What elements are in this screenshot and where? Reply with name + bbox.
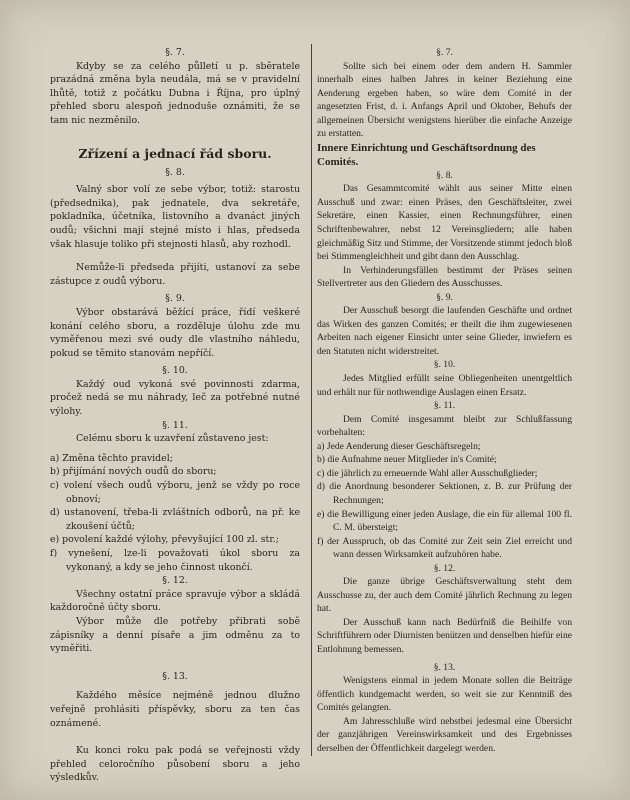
list-item: a) Změna těchto pravidel; [50, 452, 173, 464]
section-10-text-cz: Každý oud vykoná své povinnosti zdarma, pročež nedá se mu náhrady, leč za potřebné nutné výlohy. [50, 378, 300, 418]
section-11-list-de [317, 440, 572, 562]
section-12-title-de: §. 12. [433, 562, 456, 574]
section-10-title-de: §. 10. [433, 359, 456, 371]
section-8-text1-de: Das Gesammtcomité wählt aus seiner Mitte einen Ausschuß und zwar: einen Präses, den Geschäftsleiter, zwei Sekretäre, einen Kassier, einen Rechnungsführer, einen Schriftenbewahrer, nebst 12 Vereinsgliedern; alle haben gleichmäßig Sitz und Stimme, der Vorsitzende stimmt jedoch bloß bei Stimmengleichheit und gibt dann den Ausschlag. [317, 183, 572, 263]
section-8-title-de: §. 8. [436, 169, 453, 181]
section-12-text1-de: Die ganze übrige Geschäftsverwaltung steht dem Ausschusse zu, der auch dem Comité jährlich Rechnung zu legen hat. [317, 576, 572, 615]
section-10-text-de: Jedes Mitglied erfüllt seine Obliegenheiten unentgeltlich und erhält nur für nothwendige Auslagen einen Ersatz. [317, 373, 572, 398]
section-13-title-cz: §. 13. [162, 670, 188, 682]
list-item: e) die Bewilligung einer jeden Auslage, die ein für allemal 100 fl. C. M. übersteigt; [317, 508, 572, 534]
section-10-title-cz: §. 10. [162, 365, 188, 377]
section-12-text1-cz: Všechny ostatní práce spravuje výbor a skládá každoročně účty sboru. [50, 588, 300, 614]
section-9-title-cz: §. 9. [165, 293, 185, 305]
section-13-text2-cz: Ku konci roku pak podá se veřejnosti vždy přehled celoročního působení sboru a jeho výsledkův. [50, 745, 300, 784]
section-8-title-cz: §. 8. [165, 166, 185, 178]
list-item: a) Jede Aenderung dieser Geschäftsregeln; [317, 440, 481, 452]
section-13-text1-cz: Každého měsíce nejméně jednou dlužno veřejně prohlásiti příspěvky, sboru za ten čas oznámené. [50, 690, 300, 729]
list-item: c) die jährlich zu erneuernde Wahl aller Ausschußglieder; [317, 467, 538, 479]
section-11-text-cz: Celému sboru k uzavření zůstaveno jest: [76, 433, 269, 445]
list-item: b) přijímání nových oudů do sboru; [50, 466, 217, 478]
list-item: d) ustanovení, třeba-li zvláštních odborů, na př. ke zkoušení účtů; [50, 507, 300, 532]
section-13-text1-de: Wenigstens einmal in jedem Monate sollen die Beiträge öffentlich kundgemacht werden, so weit sie zur Kenntniß des Comités gelangten. [317, 675, 572, 714]
section-8-text2-cz: Nemůže-li předseda přijíti, ustanoví za sebe zástupce z oudů výboru. [50, 262, 300, 287]
section-7-title-de: §. 7. [436, 47, 453, 58]
section-7-title-cz: §. 7. [165, 47, 185, 58]
czech-column [50, 46, 300, 785]
section-7-text-de: Sollte sich bei einem oder dem andern H. Sammler innerhalb eines halben Jahres in keiner Beziehung eine Aenderung ergeben haben, so wäre dem Comité in der angesetzten Frist, d. i. Anfangs April und Oktober, Behufs der allgemeinen Übersicht wenigstens hierüber die einfache Anzeige zu erstatten. [317, 60, 572, 140]
section-11-title-cz: §. 11. [162, 419, 188, 431]
section-13-text2-de: Am Jahresschluße wird nebstbei jedesmal eine Übersicht der ganzjährigen Vereinswirksamkeit und des Ergebnisses derselben der Öffentlichkeit dargelegt werden. [317, 715, 572, 754]
section-12-text2-de: Der Ausschuß kann nach Bedürfniß die Beihilfe von Schriftführern oder Diurnisten benützen und denselben hiefür eine Entlohnung bemessen. [317, 616, 572, 655]
column-divider [311, 44, 312, 756]
list-item: d) die Anordnung besonderer Sektionen, z. B. zur Prüfung der Rechnungen; [317, 481, 572, 506]
section-8-text2-de: In Verhinderungsfällen bestimmt der Präses seinen Stellvertreter aus den Gliedern des Ausschusses. [317, 264, 572, 290]
list-item: c) volení všech oudů výboru, jenž se vždy po roce obnoví; [50, 480, 300, 505]
section-7-text-cz: Kdyby se za celého půlletí u p. sběratele prazádná změna byla neudála, má se v pravidelní lhůtě, totiž z počátku Dubna i Října, pro úplný přehled sboru alespoň jednoduše oznámiti, že se tam nic nezměnilo. [50, 60, 300, 126]
section-9-text-cz: Výbor obstarává běžící práce, řídí veškeré konání celého sboru, a rozděluje úlohu zde mu vyměřenou mezi své oudy dle vlastního náhledu, pokud se těmito stanovám nepříčí. [50, 306, 300, 359]
heading-de: Innere Einrichtung und Geschäftsordnung des Comités. [317, 141, 536, 168]
section-11-title-de: §. 11. [433, 400, 456, 412]
section-11-list-cz [50, 452, 300, 574]
heading-cz: Zřízení a jednací řád sboru. [78, 145, 272, 161]
section-9-text-de: Der Ausschuß besorgt die laufenden Geschäfte und ordnet das Wirken des ganzen Comités; er theilt die ihm zugewiesenen Arbeiten nach eigener Einsicht unter seine Glieder, inwiefern es den Statuten nicht widerstreitet. [317, 305, 572, 357]
section-12-text2-cz: Výbor může dle potřeby přibrati sobě zápisníky a denní písaře a jim odměnu za to vyměřiti. [50, 615, 300, 655]
section-12-title-cz: §. 12. [162, 575, 188, 587]
list-item: b) die Aufnahme neuer Mitglieder in's Comité; [317, 454, 497, 466]
section-11-text-de: Dem Comité insgesammt bleibt zur Schlußfassung vorbehalten: [317, 413, 572, 439]
german-column [317, 46, 572, 755]
section-8-text1-cz: Valný sbor volí ze sebe výbor, totiž: starostu (předsednika), pak jednatele, dva sekretáře, pokladníka, účetníka, listovního a dvanáct jiných oudů; všichni mají stejné místo i hlas, předseda však hlasuje toliko při stejnosti hlasů, aby rozhodl. [50, 184, 300, 250]
list-item: e) povolení každé výlohy, převyšující 100 zl. str.; [50, 534, 279, 546]
list-item: f) vynešení, lze-li považovati úkol sboru za vykonaný, a kdy se jeho činnost ukončí. [50, 548, 300, 573]
list-item: f) der Ausspruch, ob das Comité zur Zeit sein Ziel erreicht und wann dessen Wirksamkeit aufzuhören habe. [317, 535, 572, 561]
section-13-title-de: §. 13. [433, 661, 456, 673]
section-9-title-de: §. 9. [436, 291, 453, 303]
